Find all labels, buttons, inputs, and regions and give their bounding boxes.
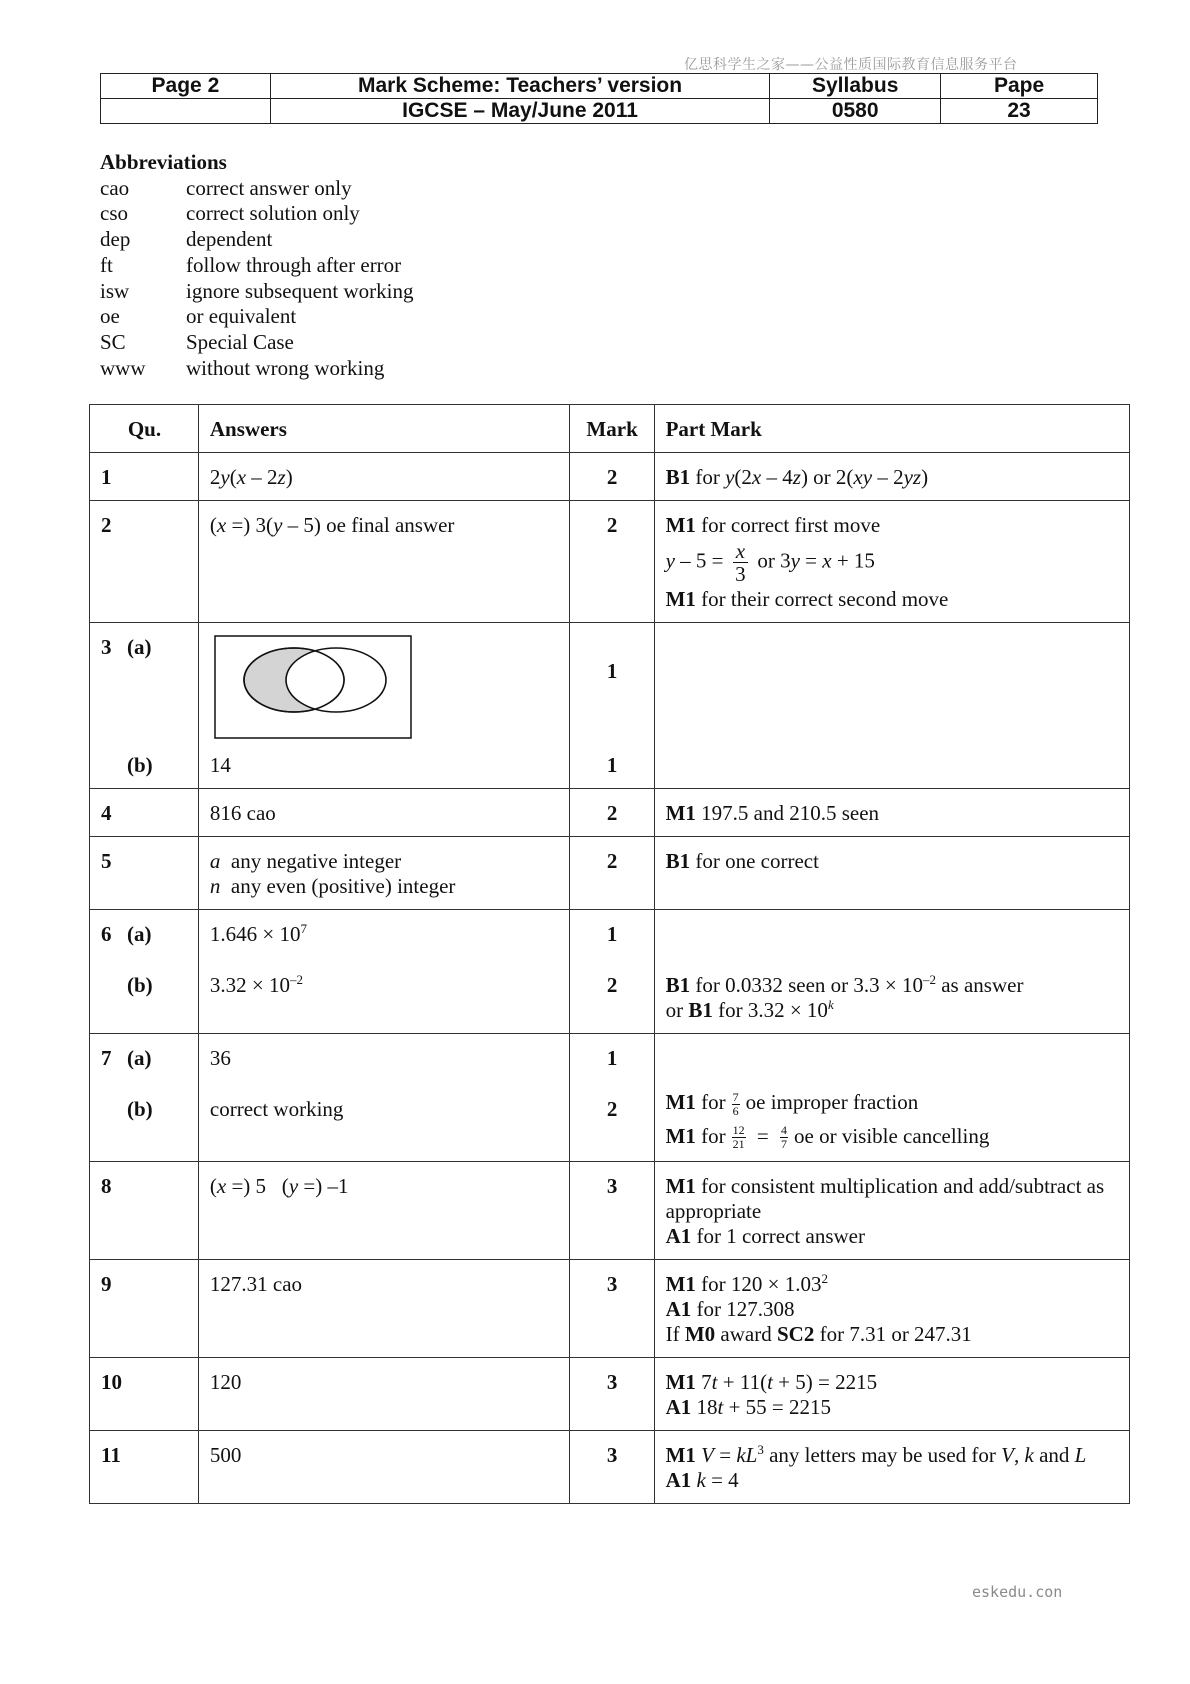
answer: 120 [198, 1358, 569, 1431]
part-mark: B1 for y(2x – 4z) or 2(xy – 2yz) [654, 453, 1129, 501]
part-mark: M1 7t + 11(t + 5) = 2215 A1 18t + 55 = 2215 [654, 1358, 1129, 1431]
mark: 2 [569, 501, 654, 623]
syllabus-label: Syllabus [770, 74, 941, 99]
mark: 1 1 [569, 623, 654, 789]
mark: 3 [569, 1358, 654, 1431]
fraction: $\frac{12}{21}$ [732, 1123, 745, 1152]
abbr-meaning: ignore subsequent working [186, 278, 414, 303]
col-header-mark: Mark [569, 405, 654, 453]
answer: 816 cao [198, 789, 569, 837]
mark: 3 [569, 1162, 654, 1260]
table-row [90, 1260, 1130, 1358]
part-mark: M1 197.5 and 210.5 seen [654, 789, 1129, 837]
col-header-qu: Qu. [90, 405, 199, 453]
question-number: 2 [90, 501, 199, 623]
table-row [90, 1358, 1130, 1431]
table-row [90, 1431, 1130, 1504]
question-number: 5 [90, 837, 199, 910]
answer: a any negative integer n any even (positive) integer [198, 837, 569, 910]
abbreviation-row [100, 227, 413, 253]
document-title: Mark Scheme: Teachers’ version [270, 74, 769, 99]
question-number: 3 (a) (b) [90, 623, 199, 789]
part-mark: B1 for one correct [654, 837, 1129, 910]
answer: 127.31 cao [198, 1260, 569, 1358]
mark: 1 2 [569, 910, 654, 1034]
table-row [90, 453, 1130, 501]
question-number: 11 [90, 1431, 199, 1504]
syllabus-code: 0580 [770, 99, 941, 124]
abbreviation-row [100, 330, 413, 356]
abbreviations-heading: Abbreviations [100, 150, 227, 174]
abbreviations [100, 150, 413, 381]
table-row [90, 837, 1130, 910]
table-row [90, 1034, 1130, 1162]
col-header-answers: Answers [198, 405, 569, 453]
exam-session: IGCSE – May/June 2011 [270, 99, 769, 124]
col-header-part-mark: Part Mark [654, 405, 1129, 453]
abbr: isw [100, 278, 130, 303]
abbr-meaning: correct solution only [186, 201, 360, 226]
part-mark: M1 $V = kL^3$ any letters may be used for V, k and L A1 k = 4 [654, 1431, 1129, 1504]
answer: 500 [198, 1431, 569, 1504]
abbr: cso [100, 201, 128, 226]
abbr-meaning: without wrong working [186, 355, 385, 380]
abbr-meaning: correct answer only [186, 175, 352, 200]
mark: 1 2 [569, 1034, 654, 1162]
answer: (x =) 3(y – 5) oe final answer [198, 501, 569, 623]
abbr-meaning: follow through after error [186, 252, 402, 277]
abbreviation-row [100, 304, 413, 330]
abbr: dep [100, 227, 131, 252]
answer: 2y(x – 2z) [198, 453, 569, 501]
table-row [90, 1162, 1130, 1260]
abbr-meaning: dependent [186, 227, 273, 252]
question-number: 1 [90, 453, 199, 501]
abbreviation-row [100, 201, 413, 227]
abbreviation-row [100, 176, 413, 202]
answer: $1.646 \times 10^7$ $3.32 \times 10^{-2}$ [198, 910, 569, 1034]
question-number: 4 [90, 789, 199, 837]
mark: 3 [569, 1260, 654, 1358]
mark: 2 [569, 453, 654, 501]
part-mark: M1 for consistent multiplication and add/subtract as appropriate A1 for 1 correct answer [654, 1162, 1129, 1260]
fraction: $\frac{x}{3}$ [733, 540, 748, 585]
abbreviation-row [100, 356, 413, 382]
table-row [90, 789, 1130, 837]
answer: (x =) 5 (y =) –1 [198, 1162, 569, 1260]
question-number: 10 [90, 1358, 199, 1431]
watermark-top: 亿思科学生之家——公益性质国际教育信息服务平台 [684, 57, 1018, 73]
question-number: 9 [90, 1260, 199, 1358]
abbr-meaning: Special Case [186, 329, 294, 354]
empty-cell [101, 99, 271, 124]
venn-diagram [214, 635, 412, 739]
answer: 36 correct working [198, 1034, 569, 1162]
part-mark [654, 623, 1129, 789]
question-number: 6 (a) (b) [90, 910, 199, 1034]
table-row [90, 501, 1130, 623]
question-number: 8 [90, 1162, 199, 1260]
paper-label: Pape [941, 74, 1098, 99]
table-row [90, 910, 1130, 1034]
mark: 2 [569, 837, 654, 910]
abbr: www [100, 355, 146, 380]
page-number: Page 2 [101, 74, 271, 99]
part-mark: M1 for $120 \times 1.03^2$ A1 for 127.308 If M0 award SC2 for 7.31 or 247.31 [654, 1260, 1129, 1358]
mark-scheme-table [89, 404, 1130, 1504]
paper-number: 23 [941, 99, 1098, 124]
fraction: $\frac{4}{7}$ [781, 1123, 787, 1152]
part-mark: M1 for correct first move y – 5 = $\frac{x}{3}$ or 3y = x + 15 M1 for their correct second move [654, 501, 1129, 623]
abbreviation-row [100, 253, 413, 279]
mark: 3 [569, 1431, 654, 1504]
abbr: ft [100, 252, 113, 277]
mark: 2 [569, 789, 654, 837]
watermark-bottom: eskedu.con [972, 1583, 1063, 1601]
part-mark: B1 for 0.0332 seen or $3.3 \times 10^{-2}$ as answer or B1 for $3.32 \times 10^k$ [654, 910, 1129, 1034]
abbr: oe [100, 304, 120, 329]
abbr: SC [100, 329, 126, 354]
fraction: $\frac{7}{6}$ [732, 1089, 739, 1118]
table-header-row [90, 405, 1130, 453]
abbreviation-row [100, 279, 413, 305]
question-number: 7 (a) (b) [90, 1034, 199, 1162]
answer: 14 [198, 623, 569, 789]
part-mark: M1 for $\frac{7}{6}$ oe improper fraction M1 for $\frac{12}{21}$ = $\frac{4}{7}$ oe or visible cancelling [654, 1034, 1129, 1162]
abbr: cao [100, 175, 130, 200]
abbr-meaning: or equivalent [186, 304, 297, 329]
table-row [90, 623, 1130, 789]
page-header [100, 73, 1098, 124]
